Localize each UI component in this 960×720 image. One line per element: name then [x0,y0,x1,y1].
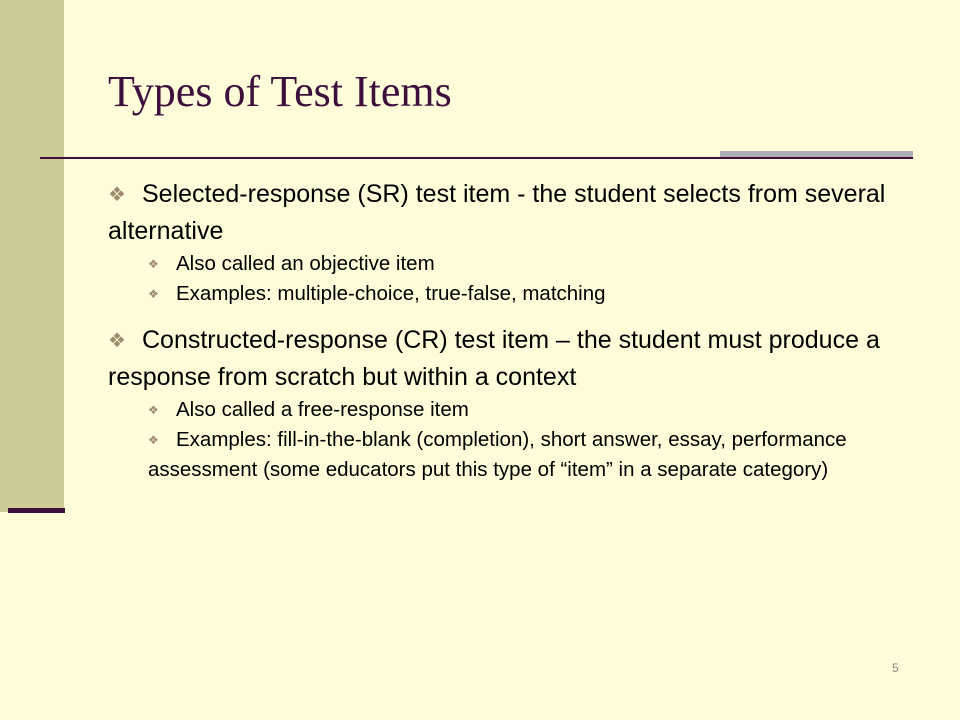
bullet-item [108,322,908,395]
diamond-bullet-icon: ❖ [108,184,126,206]
left-accent-underline [8,508,65,513]
sub-bullet-text: Examples: multiple-choice, true-false, matching [176,282,606,305]
sub-bullet-text: Examples: fill-in-the-blank (completion), short answer, essay, performance assessment (some educators put this type of “item” in a separate category) [148,428,847,481]
bullet-item [108,176,908,249]
left-accent-bar [0,0,64,512]
title-rule [40,157,913,159]
diamond-bullet-icon: ❖ [148,433,159,447]
sub-bullet-item [108,249,908,279]
sub-bullet-item [108,395,908,425]
diamond-bullet-icon: ❖ [148,403,159,417]
diamond-bullet-icon: ❖ [108,330,126,352]
sub-bullet-item [108,279,908,309]
diamond-bullet-icon: ❖ [148,257,159,271]
slide-number: 5 [892,661,899,675]
bullet-text: Constructed-response (CR) test item – the student must produce a response from scratch but within a context [108,326,880,391]
slide-body [108,176,908,485]
diamond-bullet-icon: ❖ [148,287,159,301]
slide-title: Types of Test Items [108,67,452,116]
bullet-text: Selected-response (SR) test item - the student selects from several alternative [108,180,886,245]
sub-bullet-item [108,425,908,485]
sub-bullet-text: Also called an objective item [176,252,435,275]
sub-bullet-text: Also called a free-response item [176,398,469,421]
